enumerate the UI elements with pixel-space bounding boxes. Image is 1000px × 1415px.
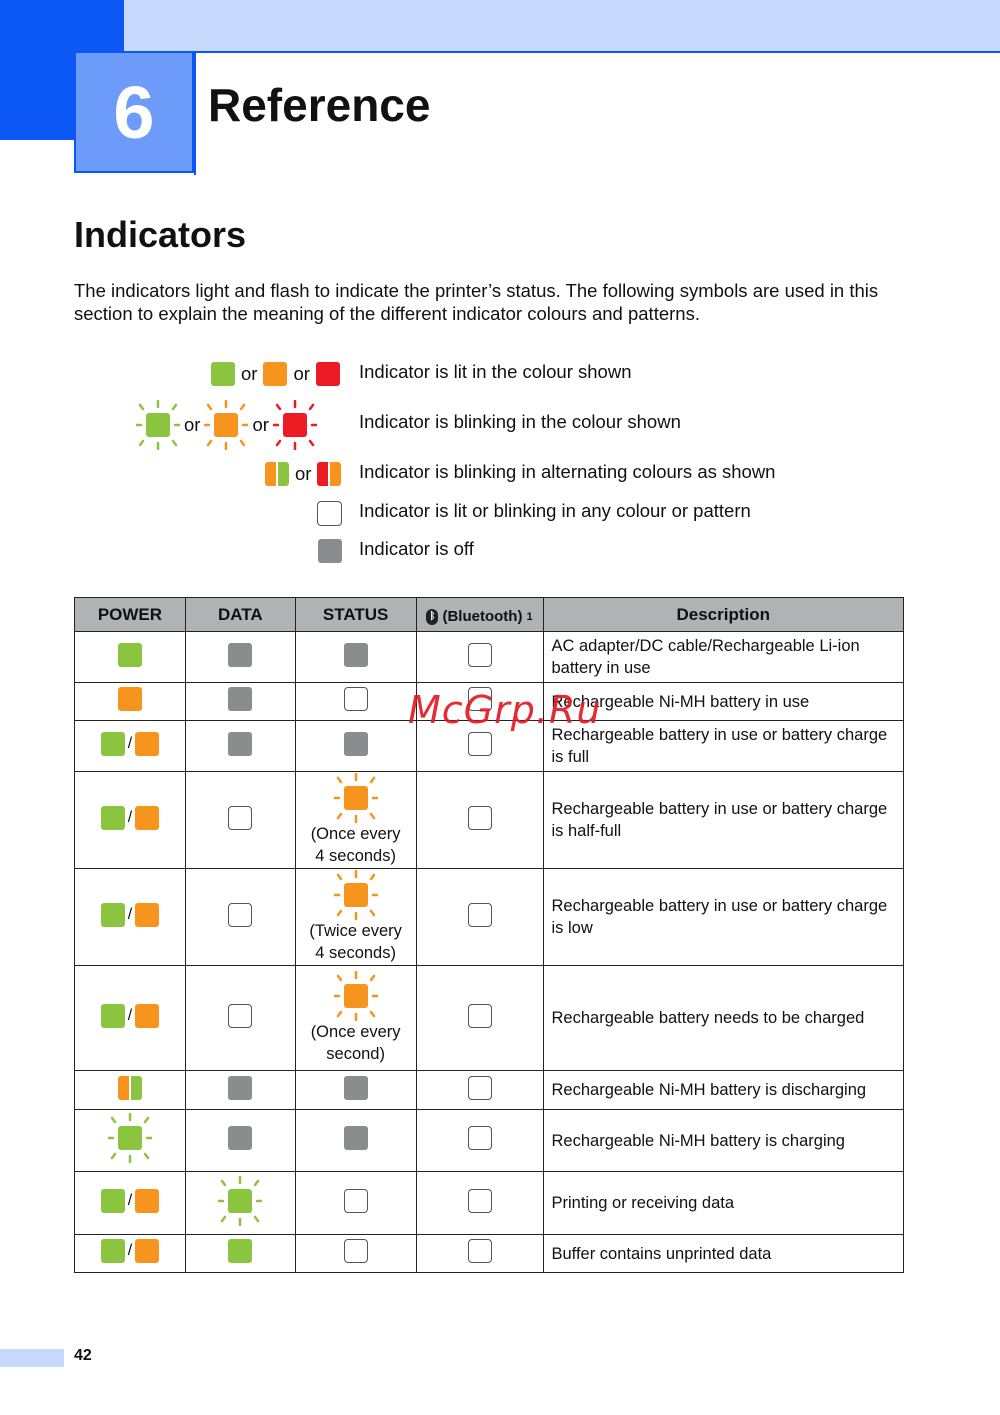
any-state-icon	[468, 1004, 492, 1028]
header-data: DATA	[185, 598, 295, 632]
green-lit-icon	[228, 1239, 252, 1263]
orange-lit-icon	[135, 806, 159, 830]
table-row	[75, 772, 904, 869]
description-cell: Rechargeable Ni-MH battery is charging	[543, 1110, 904, 1172]
green-lit-icon	[118, 643, 142, 667]
status-cell	[295, 1235, 416, 1273]
intro-paragraph: The indicators light and flash to indicate the printer’s status. The following symbols are used in this section to explain the meaning of the different indicator colours and patterns.	[74, 280, 879, 324]
description-cell: Buffer contains unprinted data	[543, 1235, 904, 1273]
power-cell: /	[75, 721, 186, 772]
power-cell	[75, 683, 186, 721]
orange-lit-icon	[263, 362, 287, 386]
legend-or: or	[252, 414, 269, 435]
power-cell: /	[75, 1235, 186, 1273]
off-icon	[228, 643, 252, 667]
description-cell: Rechargeable battery in use or battery charge is full	[543, 721, 904, 772]
table-header-row	[75, 598, 904, 632]
orange-lit-icon	[135, 903, 159, 927]
green-blinking-icon	[218, 1176, 262, 1226]
green-lit-icon	[101, 732, 125, 756]
table-row	[75, 1235, 904, 1273]
green-lit-icon	[101, 903, 125, 927]
data-cell	[185, 1071, 295, 1110]
legend-off-symbol	[318, 539, 342, 563]
green-lit-icon	[101, 1239, 125, 1263]
bluetooth-cell	[416, 966, 543, 1071]
header-power: POWER	[75, 598, 186, 632]
table-row	[75, 869, 904, 966]
status-cell	[295, 721, 416, 772]
header-rule	[124, 51, 1000, 53]
data-cell	[185, 721, 295, 772]
chapter-title: Reference	[208, 79, 431, 131]
orange-blinking-icon	[204, 400, 248, 450]
data-cell	[185, 632, 295, 683]
power-cell: /	[75, 966, 186, 1071]
off-icon	[344, 1126, 368, 1150]
any-state-icon	[228, 1004, 252, 1028]
data-cell	[185, 1172, 295, 1235]
status-cell	[295, 632, 416, 683]
header-strip	[124, 0, 1000, 52]
bluetooth-cell	[416, 772, 543, 869]
legend-any-symbol	[317, 501, 342, 526]
legend-off-text: Indicator is off	[359, 538, 474, 559]
status-cell	[295, 1071, 416, 1110]
orange-lit-icon	[118, 687, 142, 711]
data-cell	[185, 683, 295, 721]
orange-blinking-icon	[334, 870, 378, 920]
power-cell: /	[75, 869, 186, 966]
status-cell: (Once every second)	[295, 966, 416, 1071]
bluetooth-cell	[416, 1110, 543, 1172]
legend-or: or	[184, 414, 201, 435]
data-cell	[185, 1110, 295, 1172]
any-state-icon	[468, 806, 492, 830]
orange-lit-icon	[135, 1239, 159, 1263]
header-status: STATUS	[295, 598, 416, 632]
description-cell: Rechargeable battery needs to be charged	[543, 966, 904, 1071]
bluetooth-icon: ᛒ	[426, 609, 438, 625]
power-cell	[75, 1071, 186, 1110]
orange-lit-icon	[135, 732, 159, 756]
off-icon	[318, 539, 342, 563]
legend-or: or	[295, 463, 312, 484]
legend-or: or	[293, 363, 310, 384]
power-cell	[75, 1110, 186, 1172]
bluetooth-cell	[416, 1235, 543, 1273]
green-blinking-icon	[136, 400, 180, 450]
legend-blink-text: Indicator is blinking in the colour shown	[359, 411, 681, 432]
status-cell: (Twice every 4 seconds)	[295, 869, 416, 966]
legend-alternating-symbols	[265, 462, 341, 486]
off-icon	[228, 687, 252, 711]
footer-accent	[0, 1349, 64, 1367]
green-lit-icon	[211, 362, 235, 386]
any-state-icon	[344, 687, 368, 711]
any-state-icon	[468, 1076, 492, 1100]
data-cell	[185, 1235, 295, 1273]
any-state-icon	[468, 1126, 492, 1150]
off-icon	[228, 1126, 252, 1150]
legend-lit-symbols	[211, 362, 340, 386]
bluetooth-cell	[416, 869, 543, 966]
any-state-icon	[228, 903, 252, 927]
section-title: Indicators	[74, 214, 247, 255]
green-lit-icon	[101, 1004, 125, 1028]
red-blinking-icon	[273, 400, 317, 450]
orange-lit-icon	[135, 1004, 159, 1028]
off-icon	[228, 1076, 252, 1100]
header-bluetooth: ᛒ (Bluetooth) 1	[416, 598, 543, 632]
legend-alternating-text: Indicator is blinking in alternating colours as shown	[359, 461, 776, 482]
data-cell	[185, 966, 295, 1071]
any-state-icon	[228, 806, 252, 830]
any-state-icon	[344, 1189, 368, 1213]
any-state-icon	[317, 501, 342, 526]
power-cell: /	[75, 1172, 186, 1235]
red-orange-alternating-icon	[317, 462, 341, 486]
table-row	[75, 966, 904, 1071]
table-row	[75, 1110, 904, 1172]
data-cell	[185, 869, 295, 966]
description-cell: Rechargeable battery in use or battery charge is low	[543, 869, 904, 966]
data-cell	[185, 772, 295, 869]
table-row	[75, 1071, 904, 1110]
description-cell: Rechargeable battery in use or battery charge is half-full	[543, 772, 904, 869]
legend-any-text: Indicator is lit or blinking in any colour or pattern	[359, 500, 751, 521]
green-orange-alternating-icon	[118, 1076, 142, 1100]
header-description: Description	[543, 598, 904, 632]
table-row	[75, 632, 904, 683]
watermark: McGrp.Ru	[408, 688, 602, 732]
power-cell	[75, 632, 186, 683]
description-cell: AC adapter/DC cable/Rechargeable Li-ion battery in use	[543, 632, 904, 683]
bluetooth-cell	[416, 1071, 543, 1110]
status-cell	[295, 1110, 416, 1172]
off-icon	[344, 732, 368, 756]
any-state-icon	[468, 1239, 492, 1263]
off-icon	[228, 732, 252, 756]
any-state-icon	[468, 903, 492, 927]
green-orange-alternating-icon	[265, 462, 289, 486]
orange-blinking-icon	[334, 971, 378, 1021]
any-state-icon	[344, 1239, 368, 1263]
red-lit-icon	[316, 362, 340, 386]
legend-lit-text: Indicator is lit in the colour shown	[359, 361, 632, 382]
chapter-divider	[194, 53, 196, 175]
any-state-icon	[468, 1189, 492, 1213]
any-state-icon	[468, 732, 492, 756]
bluetooth-cell	[416, 632, 543, 683]
chapter-number: 6	[74, 53, 194, 173]
status-cell	[295, 683, 416, 721]
bluetooth-cell	[416, 1172, 543, 1235]
green-blinking-icon	[108, 1113, 152, 1163]
description-cell: Rechargeable Ni-MH battery in use	[543, 683, 904, 721]
off-icon	[344, 1076, 368, 1100]
page-number: 42	[74, 1347, 92, 1364]
orange-blinking-icon	[334, 773, 378, 823]
off-icon	[344, 643, 368, 667]
description-cell: Printing or receiving data	[543, 1172, 904, 1235]
legend-or: or	[241, 363, 258, 384]
description-cell: Rechargeable Ni-MH battery is discharging	[543, 1071, 904, 1110]
any-state-icon	[468, 643, 492, 667]
green-lit-icon	[101, 806, 125, 830]
green-lit-icon	[101, 1189, 125, 1213]
legend-blink-symbols	[136, 400, 317, 450]
status-cell: (Once every 4 seconds)	[295, 772, 416, 869]
status-cell	[295, 1172, 416, 1235]
orange-lit-icon	[135, 1189, 159, 1213]
power-cell: /	[75, 772, 186, 869]
table-row	[75, 1172, 904, 1235]
